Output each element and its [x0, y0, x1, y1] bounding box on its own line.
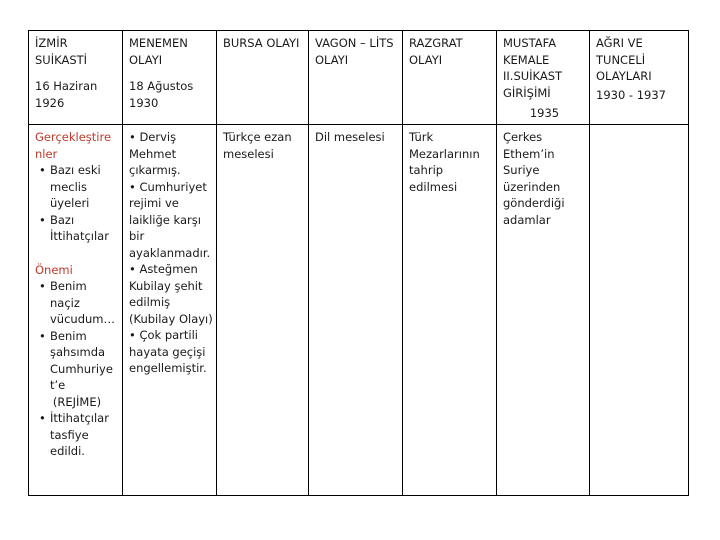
cell-text: Türk Mezarlarının tahrip edilmesi	[409, 130, 480, 194]
body-cell-bursa	[217, 125, 309, 496]
events-table	[28, 30, 689, 496]
header-title: MENEMEN OLAYI	[129, 36, 188, 67]
cell-text: Türkçe ezan meselesi	[223, 130, 292, 161]
list-item: • Bazı eski meclis üyeleri	[50, 162, 119, 212]
header-date: 16 Haziran 1926	[35, 79, 98, 110]
outcome-list	[35, 410, 119, 460]
perpetrators-list	[35, 162, 119, 245]
list-item: • Benim naçiz vücudum…	[50, 278, 119, 328]
body-cell-izmir	[29, 125, 123, 496]
cell-text: Çerkes Ethem’in Suriye üzerinden gönderdiği adamlar	[503, 130, 565, 227]
header-cell-mustafa-kemal	[497, 31, 590, 125]
header-title: AĞRI VE TUNCELİ OLAYLARI	[596, 36, 652, 83]
list-item: • Çok partili hayata geçişi engellemiştir.	[129, 327, 213, 377]
importance-heading: Önemi	[35, 262, 73, 277]
menemen-list	[129, 129, 213, 377]
header-date: 1935	[529, 106, 560, 120]
header-title: İZMİR SUİKASTİ	[35, 36, 88, 67]
header-cell-bursa	[217, 31, 309, 125]
header-title: RAZGRAT OLAYI	[409, 36, 463, 67]
body-row	[29, 125, 689, 496]
header-cell-menemen	[123, 31, 217, 125]
header-cell-razgrat	[403, 31, 497, 125]
header-cell-agri-tunceli	[590, 31, 689, 125]
body-cell-menemen	[123, 125, 217, 496]
list-item: • Cumhuriyet rejimi ve laikliğe karşı bir ayaklanmadır.	[129, 179, 213, 262]
list-item: • Bazı İttihatçılar	[50, 212, 119, 245]
header-row	[29, 31, 689, 125]
header-date: 18 Ağustos 1930	[129, 79, 194, 110]
body-cell-mustafa-kemal	[497, 125, 590, 496]
header-title: VAGON – LİTS OLAYI	[315, 36, 394, 67]
regime-note: (REJİME)	[52, 394, 102, 409]
importance-list	[35, 278, 119, 394]
list-item: • İttihatçılar tasfiye edildi.	[50, 410, 119, 460]
list-item: • Derviş Mehmet çıkarmış.	[129, 129, 213, 179]
header-title: BURSA OLAYI	[223, 36, 300, 50]
perpetrators-heading: Gerçekleştire nler	[35, 130, 112, 161]
list-item: • Asteğmen Kubilay şehit edilmiş (Kubilay Olayı)	[129, 261, 213, 327]
header-cell-vagon-lits	[309, 31, 403, 125]
list-item: • Benim şahsımda Cumhuriye t’e	[50, 328, 119, 394]
body-cell-vagon-lits	[309, 125, 403, 496]
header-cell-izmir	[29, 31, 123, 125]
body-cell-agri-tunceli	[590, 125, 689, 496]
body-cell-razgrat	[403, 125, 497, 496]
header-title: MUSTAFA KEMALE II.SUİKAST GİRİŞİMİ	[503, 36, 563, 100]
header-date: 1930 - 1937	[596, 87, 666, 102]
cell-text: Dil meselesi	[315, 130, 385, 144]
